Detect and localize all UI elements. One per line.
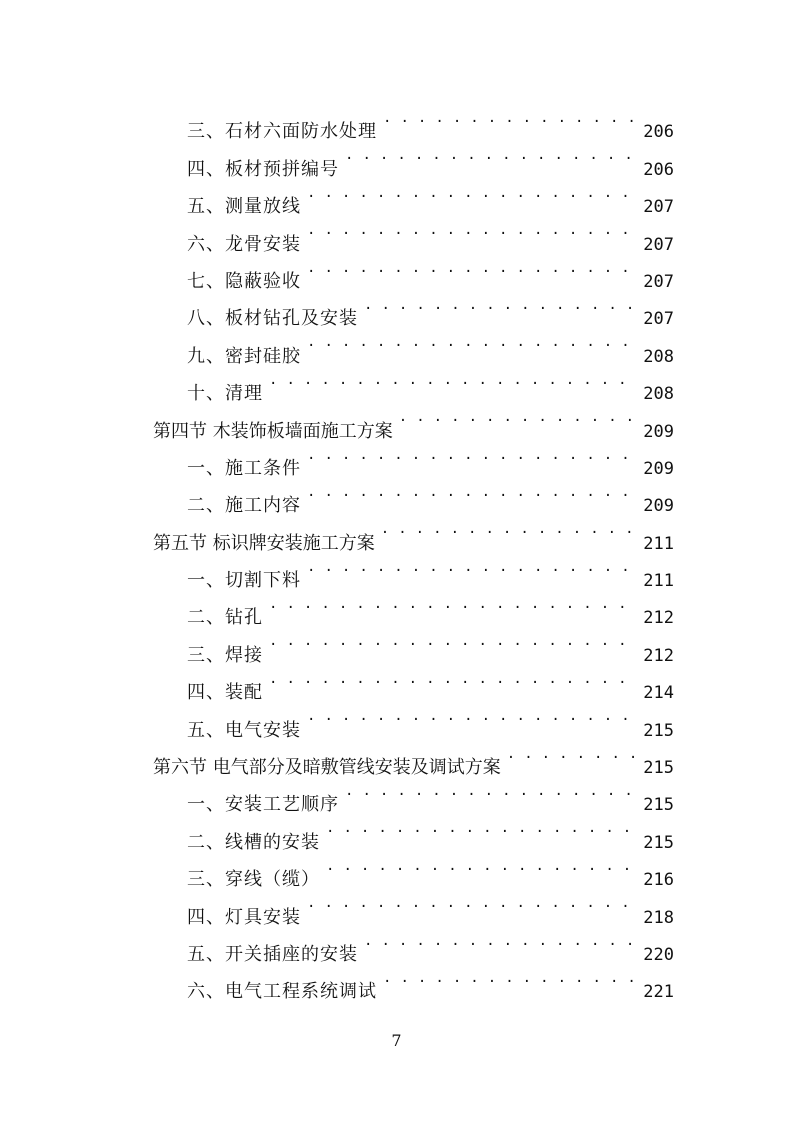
toc-entry-page: 208: [643, 384, 674, 405]
toc-dot-leader: [345, 137, 636, 174]
toc-entry-page: 209: [643, 496, 674, 517]
toc-entry-page: 216: [643, 870, 674, 891]
toc-dot-leader: [399, 399, 636, 436]
toc-entry-page: 211: [643, 571, 674, 592]
toc-entry-title: 六、电气工程系统调试: [187, 981, 377, 1003]
toc-dot-leader: [307, 474, 636, 511]
toc-entry-page: 208: [643, 346, 674, 367]
toc-entry-title: 五、开关插座的安装: [187, 943, 358, 965]
toc-entry-page: 220: [643, 944, 674, 965]
toc-dot-leader: [307, 885, 636, 922]
toc-entry-title: 一、切割下料: [187, 570, 301, 592]
toc-entry-title: 七、隐蔽验收: [187, 270, 301, 292]
toc-dot-leader: [307, 175, 636, 212]
toc-subsection-entry[interactable]: [153, 100, 674, 143]
toc-entry-page: 206: [643, 122, 674, 143]
toc-dot-leader: [269, 362, 636, 399]
toc-entry-title: 一、安装工艺顺序: [187, 794, 339, 816]
toc-entry-page: 207: [643, 197, 674, 218]
toc-entry-page: 207: [643, 234, 674, 255]
toc-entry-page: 209: [643, 458, 674, 479]
toc-dot-leader: [383, 960, 636, 997]
toc-dot-leader: [307, 250, 636, 287]
toc-entry-title: 三、石材六面防水处理: [187, 121, 377, 143]
toc-dot-leader: [307, 437, 636, 474]
toc-entry-page: 215: [643, 758, 674, 779]
toc-entry-title: 第五节 标识牌安装施工方案: [153, 532, 375, 554]
toc-entry-title: 四、装配: [187, 682, 263, 704]
table-of-contents: [153, 100, 674, 1003]
toc-entry-page: 207: [643, 271, 674, 292]
toc-entry-page: 211: [643, 533, 674, 554]
toc-entry-title: 第六节 电气部分及暗敷管线安装及调试方案: [153, 757, 501, 779]
toc-dot-leader: [326, 848, 636, 885]
toc-entry-title: 四、灯具安装: [187, 906, 301, 928]
toc-dot-leader: [307, 324, 636, 361]
toc-dot-leader: [345, 773, 636, 810]
toc-entry-page: 212: [643, 608, 674, 629]
toc-entry-page: 221: [643, 982, 674, 1003]
toc-dot-leader: [269, 586, 636, 623]
toc-entry-page: 215: [643, 795, 674, 816]
toc-entry-title: 十、清理: [187, 383, 263, 405]
toc-entry-page: 215: [643, 832, 674, 853]
toc-entry-title: 五、电气安装: [187, 719, 301, 741]
toc-dot-leader: [364, 923, 636, 960]
toc-entry-title: 二、线槽的安装: [187, 831, 320, 853]
toc-entry-page: 218: [643, 907, 674, 928]
toc-entry-page: 207: [643, 309, 674, 330]
toc-dot-leader: [383, 100, 636, 137]
toc-entry-title: 二、钻孔: [187, 607, 263, 629]
toc-dot-leader: [507, 736, 636, 773]
page-number: 7: [391, 1031, 402, 1050]
toc-entry-title: 二、施工内容: [187, 495, 301, 517]
toc-dot-leader: [381, 511, 636, 548]
toc-dot-leader: [269, 623, 636, 660]
toc-entry-title: 第四节 木装饰板墙面施工方案: [153, 420, 393, 442]
toc-entry-title: 九、密封硅胶: [187, 345, 301, 367]
toc-entry-title: 三、穿线（缆）: [187, 869, 320, 891]
toc-entry-page: 206: [643, 159, 674, 180]
toc-entry-title: 三、焊接: [187, 644, 263, 666]
toc-entry-title: 五、测量放线: [187, 196, 301, 218]
toc-entry-title: 八、板材钻孔及安装: [187, 308, 358, 330]
toc-dot-leader: [269, 661, 636, 698]
toc-entry-page: 209: [643, 421, 674, 442]
toc-dot-leader: [364, 287, 636, 324]
toc-entry-page: 215: [643, 720, 674, 741]
toc-dot-leader: [326, 810, 636, 847]
toc-dot-leader: [307, 549, 636, 586]
toc-entry-title: 一、施工条件: [187, 457, 301, 479]
toc-dot-leader: [307, 698, 636, 735]
toc-entry-page: 214: [643, 683, 674, 704]
toc-entry-page: 212: [643, 645, 674, 666]
toc-entry-title: 四、板材预拼编号: [187, 158, 339, 180]
toc-entry-title: 六、龙骨安装: [187, 233, 301, 255]
toc-dot-leader: [307, 212, 636, 249]
